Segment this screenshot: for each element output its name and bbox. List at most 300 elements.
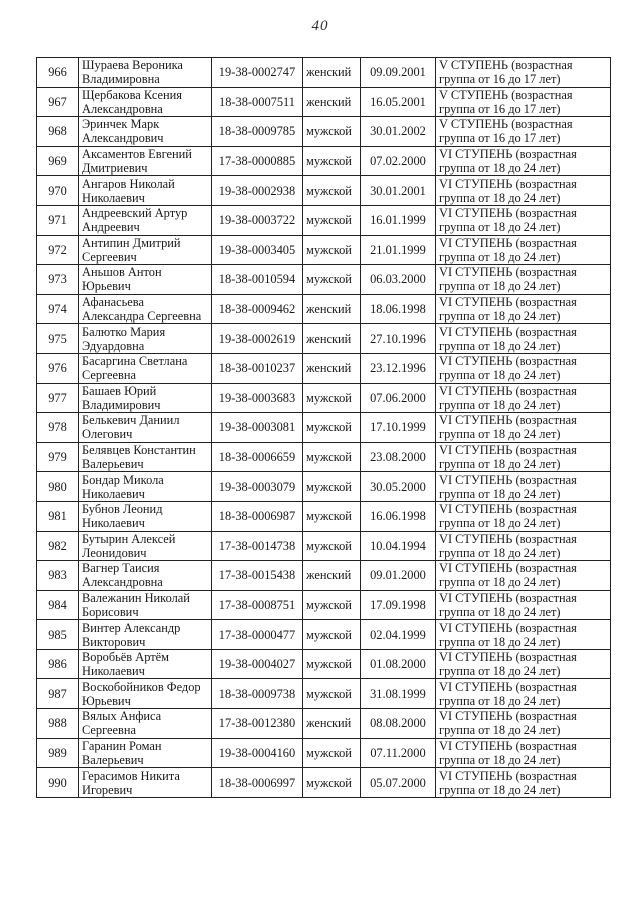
row-number-text: 972 [48, 242, 67, 257]
level-text: VI СТУПЕНЬ (возрастная [439, 383, 577, 398]
table-row [37, 58, 611, 88]
id-number-text: 18-38-0010594 [218, 272, 296, 287]
full-name-text: Антипин Дмитрий [82, 235, 181, 250]
participants-table [36, 57, 611, 798]
level-text: VI СТУПЕНЬ (возрастная [439, 709, 577, 724]
level-text: группа от 18 до 24 лет) [439, 397, 561, 412]
level-text: группа от 18 до 24 лет) [439, 782, 561, 797]
id-number-text: 17-38-0000477 [218, 627, 296, 642]
sex-text: мужской [306, 479, 352, 494]
level-text: группа от 18 до 24 лет) [439, 220, 561, 235]
sex-text: мужской [306, 183, 352, 198]
level-text: VI СТУПЕНЬ (возрастная [439, 206, 577, 221]
sex-text: мужской [306, 213, 352, 228]
sex-text: мужской [306, 450, 352, 465]
full-name-cell [79, 679, 212, 709]
sex-text: мужской [306, 627, 352, 642]
level-cell [436, 146, 611, 176]
full-name-text: Дмитриевич [82, 161, 148, 176]
row-number-cell [37, 205, 79, 235]
birth-date-cell [361, 58, 436, 88]
level-cell [436, 235, 611, 265]
level-text: VI СТУПЕНЬ (возрастная [439, 295, 577, 310]
row-number-text: 982 [48, 538, 67, 553]
row-number-text: 987 [48, 686, 67, 701]
id-number-text: 19-38-0002938 [218, 183, 296, 198]
row-number-cell [37, 58, 79, 88]
row-number-text: 974 [48, 302, 67, 317]
full-name-text: Юрьевич [82, 693, 131, 708]
full-name-cell [79, 649, 212, 679]
birth-date-cell [361, 442, 436, 472]
level-cell [436, 620, 611, 650]
id-number-text: 19-38-0002619 [218, 331, 296, 346]
sex-cell [303, 620, 361, 650]
full-name-text: Олегович [82, 427, 133, 442]
sex-text: женский [306, 331, 352, 346]
birth-date-text: 10.04.1994 [370, 538, 426, 553]
row-number-text: 971 [48, 213, 67, 228]
level-text: группа от 18 до 24 лет) [439, 723, 561, 738]
row-number-text: 986 [48, 657, 67, 672]
full-name-cell [79, 531, 212, 561]
level-text: группа от 18 до 24 лет) [439, 338, 561, 353]
id-number-cell [212, 58, 303, 88]
level-text: группа от 18 до 24 лет) [439, 486, 561, 501]
level-cell [436, 679, 611, 709]
full-name-text: Андреевич [82, 220, 140, 235]
id-number-text: 17-38-0014738 [218, 538, 296, 553]
id-number-text: 18-38-0007511 [219, 94, 295, 109]
sex-text: мужской [306, 272, 352, 287]
row-number-cell [37, 561, 79, 591]
level-text: группа от 18 до 24 лет) [439, 604, 561, 619]
full-name-text: Николаевич [82, 516, 145, 531]
birth-date-cell [361, 353, 436, 383]
full-name-text: Вялых Анфиса [82, 709, 162, 724]
level-text: группа от 18 до 24 лет) [439, 368, 561, 383]
row-number-text: 969 [48, 154, 67, 169]
full-name-text: Игоревич [82, 782, 133, 797]
birth-date-text: 01.08.2000 [370, 657, 426, 672]
level-text: группа от 16 до 17 лет) [439, 131, 561, 146]
id-number-text: 19-38-0003683 [218, 390, 296, 405]
birth-date-text: 05.07.2000 [370, 775, 426, 790]
id-number-cell [212, 472, 303, 502]
full-name-cell [79, 561, 212, 591]
birth-date-cell [361, 472, 436, 502]
level-cell [436, 353, 611, 383]
sex-cell [303, 738, 361, 768]
full-name-cell [79, 501, 212, 531]
full-name-text: Андреевский Артур [82, 206, 188, 221]
full-name-cell [79, 205, 212, 235]
id-number-cell [212, 235, 303, 265]
level-cell [436, 324, 611, 354]
row-number-text: 977 [48, 390, 67, 405]
full-name-cell [79, 709, 212, 739]
row-number-cell [37, 531, 79, 561]
birth-date-text: 16.05.2001 [370, 94, 426, 109]
id-number-cell [212, 679, 303, 709]
row-number-cell [37, 383, 79, 413]
birth-date-text: 02.04.1999 [370, 627, 426, 642]
full-name-text: Сергеевна [82, 368, 137, 383]
full-name-cell [79, 324, 212, 354]
full-name-text: Владимировна [82, 72, 160, 87]
id-number-text: 17-38-0012380 [218, 716, 296, 731]
sex-cell [303, 294, 361, 324]
full-name-text: Бубнов Леонид [82, 502, 163, 517]
row-number-cell [37, 235, 79, 265]
row-number-cell [37, 501, 79, 531]
level-text: V СТУПЕНЬ (возрастная [439, 58, 573, 73]
full-name-text: Эринчек Марк [82, 117, 160, 132]
level-text: VI СТУПЕНЬ (возрастная [439, 590, 577, 605]
full-name-text: Щербакова Ксения [82, 87, 182, 102]
row-number-cell [37, 738, 79, 768]
full-name-cell [79, 442, 212, 472]
sex-text: мужской [306, 242, 352, 257]
row-number-text: 981 [48, 509, 67, 524]
full-name-cell [79, 176, 212, 206]
full-name-cell [79, 620, 212, 650]
full-name-text: Александровна [82, 101, 163, 116]
table-row [37, 561, 611, 591]
level-text: VI СТУПЕНЬ (возрастная [439, 650, 577, 665]
birth-date-cell [361, 620, 436, 650]
id-number-cell [212, 383, 303, 413]
row-number-cell [37, 117, 79, 147]
full-name-cell [79, 413, 212, 443]
birth-date-cell [361, 146, 436, 176]
table-row [37, 146, 611, 176]
sex-text: женский [306, 302, 352, 317]
birth-date-cell [361, 679, 436, 709]
sex-text: мужской [306, 124, 352, 139]
sex-cell [303, 146, 361, 176]
birth-date-cell [361, 709, 436, 739]
id-number-text: 19-38-0003722 [218, 213, 296, 228]
full-name-text: Воробьёв Артём [82, 650, 169, 665]
sex-text: женский [306, 361, 352, 376]
level-text: группа от 18 до 24 лет) [439, 249, 561, 264]
sex-text: мужской [306, 775, 352, 790]
id-number-cell [212, 205, 303, 235]
full-name-text: Валерьевич [82, 752, 144, 767]
table-row [37, 324, 611, 354]
level-text: VI СТУПЕНЬ (возрастная [439, 472, 577, 487]
birth-date-text: 07.11.2000 [370, 745, 426, 760]
level-text: группа от 18 до 24 лет) [439, 664, 561, 679]
sex-text: мужской [306, 686, 352, 701]
table-row [37, 87, 611, 117]
level-cell [436, 413, 611, 443]
full-name-text: Валерьевич [82, 457, 144, 472]
full-name-text: Леонидович [82, 545, 147, 560]
level-text: группа от 18 до 24 лет) [439, 634, 561, 649]
sex-cell [303, 353, 361, 383]
sex-cell [303, 590, 361, 620]
row-number-cell [37, 176, 79, 206]
table-row [37, 265, 611, 295]
row-number-cell [37, 472, 79, 502]
birth-date-text: 16.06.1998 [370, 509, 426, 524]
level-cell [436, 205, 611, 235]
row-number-cell [37, 324, 79, 354]
table-row [37, 472, 611, 502]
id-number-cell [212, 176, 303, 206]
sex-cell [303, 413, 361, 443]
birth-date-text: 23.12.1996 [370, 361, 426, 376]
id-number-cell [212, 620, 303, 650]
birth-date-text: 31.08.1999 [370, 686, 426, 701]
full-name-cell [79, 472, 212, 502]
level-cell [436, 265, 611, 295]
sex-text: мужской [306, 509, 352, 524]
birth-date-text: 09.01.2000 [370, 568, 426, 583]
level-text: VI СТУПЕНЬ (возрастная [439, 443, 577, 458]
table-row [37, 531, 611, 561]
level-text: VI СТУПЕНЬ (возрастная [439, 768, 577, 783]
sex-cell [303, 58, 361, 88]
row-number-cell [37, 590, 79, 620]
id-number-text: 17-38-0008751 [218, 597, 296, 612]
id-number-cell [212, 531, 303, 561]
full-name-text: Ангаров Николай [82, 176, 175, 191]
row-number-cell [37, 353, 79, 383]
row-number-text: 966 [48, 65, 67, 80]
full-name-cell [79, 383, 212, 413]
birth-date-cell [361, 176, 436, 206]
sex-text: мужской [306, 420, 352, 435]
id-number-text: 18-38-0006997 [218, 775, 296, 790]
level-cell [436, 531, 611, 561]
page-number: 40 [311, 18, 329, 34]
sex-text: женский [306, 65, 352, 80]
sex-cell [303, 205, 361, 235]
id-number-text: 18-38-0009785 [218, 124, 296, 139]
level-text: группа от 18 до 24 лет) [439, 279, 561, 294]
sex-text: мужской [306, 597, 352, 612]
full-name-cell [79, 146, 212, 176]
sex-cell [303, 501, 361, 531]
full-name-cell [79, 58, 212, 88]
full-name-text: Викторович [82, 634, 146, 649]
id-number-text: 19-38-0003405 [218, 242, 296, 257]
sex-cell [303, 768, 361, 798]
full-name-text: Башаев Юрий [82, 383, 157, 398]
full-name-text: Герасимов Никита [82, 768, 180, 783]
level-cell [436, 87, 611, 117]
id-number-cell [212, 117, 303, 147]
level-text: группа от 18 до 24 лет) [439, 190, 561, 205]
row-number-cell [37, 294, 79, 324]
table-row [37, 649, 611, 679]
full-name-text: Сергеевна [82, 723, 137, 738]
level-cell [436, 501, 611, 531]
level-text: VI СТУПЕНЬ (возрастная [439, 265, 577, 280]
sex-cell [303, 265, 361, 295]
level-cell [436, 294, 611, 324]
birth-date-cell [361, 117, 436, 147]
full-name-cell [79, 265, 212, 295]
birth-date-cell [361, 413, 436, 443]
level-cell [436, 709, 611, 739]
level-text: VI СТУПЕНЬ (возрастная [439, 354, 577, 369]
birth-date-text: 07.02.2000 [370, 154, 426, 169]
row-number-text: 976 [48, 361, 67, 376]
id-number-cell [212, 738, 303, 768]
row-number-cell [37, 442, 79, 472]
row-number-cell [37, 87, 79, 117]
full-name-text: Бондар Микола [82, 472, 164, 487]
row-number-text: 988 [48, 716, 67, 731]
birth-date-text: 06.03.2000 [370, 272, 426, 287]
level-cell [436, 58, 611, 88]
row-number-text: 973 [48, 272, 67, 287]
row-number-text: 967 [48, 94, 67, 109]
level-cell [436, 472, 611, 502]
birth-date-text: 17.10.1999 [370, 420, 426, 435]
id-number-cell [212, 146, 303, 176]
sex-cell [303, 383, 361, 413]
row-number-text: 989 [48, 745, 67, 760]
full-name-text: Балютко Мария [82, 324, 166, 339]
table-row [37, 590, 611, 620]
full-name-text: Афанасьева [82, 295, 144, 310]
birth-date-cell [361, 738, 436, 768]
id-number-text: 18-38-0009462 [218, 302, 296, 317]
row-number-text: 979 [48, 450, 67, 465]
row-number-text: 968 [48, 124, 67, 139]
sex-text: женский [306, 568, 352, 583]
id-number-cell [212, 501, 303, 531]
row-number-cell [37, 679, 79, 709]
level-text: группа от 18 до 24 лет) [439, 575, 561, 590]
id-number-text: 18-38-0006987 [218, 509, 296, 524]
row-number-text: 978 [48, 420, 67, 435]
sex-cell [303, 531, 361, 561]
row-number-cell [37, 413, 79, 443]
row-number-text: 990 [48, 775, 67, 790]
sex-cell [303, 679, 361, 709]
sex-cell [303, 87, 361, 117]
sex-cell [303, 561, 361, 591]
full-name-text: Эдуардовна [82, 338, 145, 353]
level-cell [436, 176, 611, 206]
level-cell [436, 590, 611, 620]
full-name-text: Александровна [82, 575, 163, 590]
birth-date-text: 23.08.2000 [370, 450, 426, 465]
full-name-text: Владимирович [82, 397, 161, 412]
full-name-cell [79, 117, 212, 147]
sex-text: женский [306, 94, 352, 109]
table-row [37, 353, 611, 383]
birth-date-cell [361, 561, 436, 591]
id-number-text: 18-38-0009738 [218, 686, 296, 701]
sex-text: мужской [306, 390, 352, 405]
full-name-text: Борисович [82, 604, 139, 619]
table-row [37, 768, 611, 798]
id-number-text: 19-38-0003079 [218, 479, 296, 494]
birth-date-cell [361, 590, 436, 620]
full-name-cell [79, 235, 212, 265]
level-cell [436, 561, 611, 591]
full-name-cell [79, 768, 212, 798]
table-row [37, 235, 611, 265]
id-number-cell [212, 442, 303, 472]
full-name-text: Валежанин Николай [82, 590, 190, 605]
id-number-cell [212, 590, 303, 620]
full-name-text: Александрович [82, 131, 164, 146]
id-number-text: 19-38-0004160 [218, 745, 296, 760]
id-number-cell [212, 561, 303, 591]
birth-date-text: 07.06.2000 [370, 390, 426, 405]
sex-cell [303, 472, 361, 502]
table-row [37, 679, 611, 709]
sex-cell [303, 649, 361, 679]
level-cell [436, 768, 611, 798]
sex-cell [303, 117, 361, 147]
level-text: группа от 18 до 24 лет) [439, 545, 561, 560]
sex-cell [303, 176, 361, 206]
birth-date-text: 16.01.1999 [370, 213, 426, 228]
birth-date-cell [361, 383, 436, 413]
level-cell [436, 383, 611, 413]
birth-date-cell [361, 768, 436, 798]
full-name-text: Юрьевич [82, 279, 131, 294]
level-text: VI СТУПЕНЬ (возрастная [439, 235, 577, 250]
row-number-text: 975 [48, 331, 67, 346]
sex-text: женский [306, 716, 352, 731]
full-name-text: Винтер Александр [82, 620, 181, 635]
full-name-text: Белявцев Константин [82, 443, 196, 458]
table-row [37, 709, 611, 739]
row-number-cell [37, 709, 79, 739]
level-text: VI СТУПЕНЬ (возрастная [439, 176, 577, 191]
level-text: VI СТУПЕНЬ (возрастная [439, 620, 577, 635]
full-name-text: Сергеевич [82, 249, 137, 264]
birth-date-cell [361, 324, 436, 354]
table-row [37, 176, 611, 206]
birth-date-cell [361, 531, 436, 561]
id-number-text: 19-38-0002747 [218, 65, 296, 80]
birth-date-cell [361, 265, 436, 295]
full-name-text: Аксаментов Евгений [82, 147, 192, 162]
birth-date-cell [361, 87, 436, 117]
sex-cell [303, 442, 361, 472]
birth-date-text: 27.10.1996 [370, 331, 426, 346]
birth-date-cell [361, 649, 436, 679]
birth-date-text: 30.01.2001 [370, 183, 426, 198]
id-number-cell [212, 768, 303, 798]
table-row [37, 294, 611, 324]
birth-date-text: 09.09.2001 [370, 65, 426, 80]
level-text: VI СТУПЕНЬ (возрастная [439, 738, 577, 753]
birth-date-cell [361, 205, 436, 235]
id-number-text: 17-38-0000885 [218, 154, 296, 169]
level-text: группа от 18 до 24 лет) [439, 161, 561, 176]
id-number-cell [212, 709, 303, 739]
level-text: VI СТУПЕНЬ (возрастная [439, 679, 577, 694]
id-number-cell [212, 324, 303, 354]
level-text: VI СТУПЕНЬ (возрастная [439, 561, 577, 576]
full-name-text: Николаевич [82, 190, 145, 205]
level-text: V СТУПЕНЬ (возрастная [439, 87, 573, 102]
level-text: VI СТУПЕНЬ (возрастная [439, 147, 577, 162]
id-number-text: 17-38-0015438 [218, 568, 296, 583]
